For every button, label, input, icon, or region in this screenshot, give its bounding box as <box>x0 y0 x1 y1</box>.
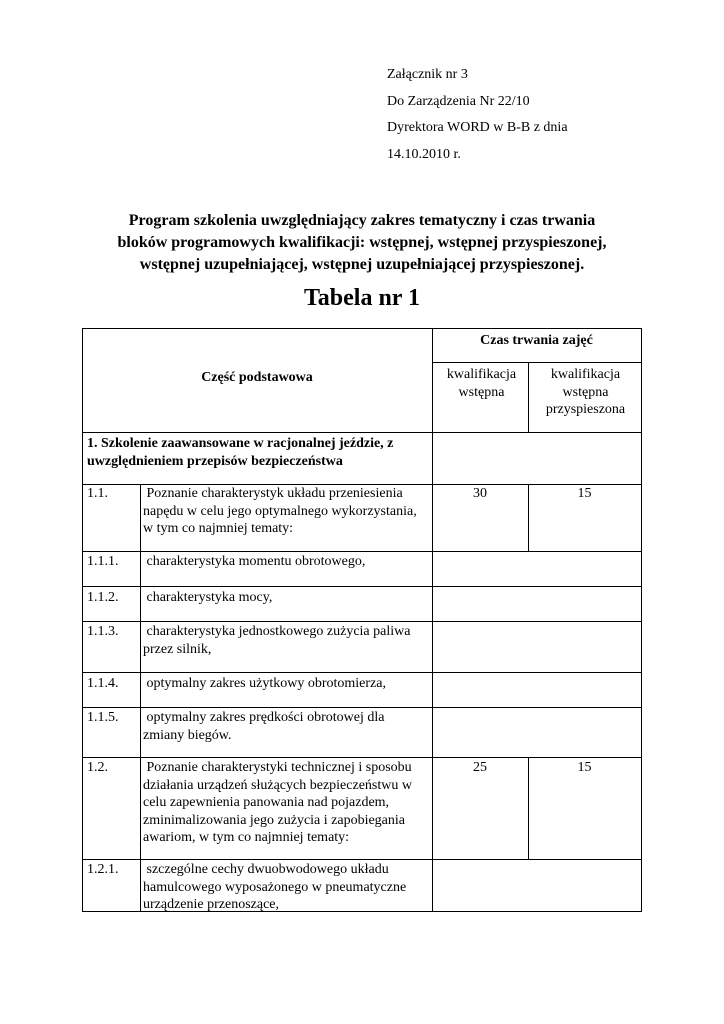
row-description: optymalny zakres użytkowy obrotomierza, <box>143 676 386 691</box>
row-number: 1.2.1. <box>87 862 119 877</box>
row-number: 1.1. <box>87 486 108 501</box>
row-description: charakterystyka momentu obrotowego, <box>143 554 366 569</box>
document-date: 14.10.2010 r. <box>387 146 461 162</box>
column-accelerated-header: kwalifikacja wstępna przyspieszona <box>545 367 626 417</box>
title-line-2: bloków programowych kwalifikacji: wstępnej, wstępnej przyspieszonej, <box>117 234 607 251</box>
row-accelerated-hours: 15 <box>577 760 592 775</box>
section-heading: 1. Szkolenie zaawansowane w racjonalnej jeździe, z uwzględnieniem przepisów bezpieczeństwa <box>87 436 394 469</box>
row-number: 1.1.5. <box>87 710 119 725</box>
row-initial-hours: 30 <box>473 486 487 501</box>
row-number: 1.1.3. <box>87 624 119 639</box>
row-description: charakterystyka mocy, <box>143 590 273 605</box>
director-reference: Dyrektora WORD w B-B z dnia <box>387 120 568 135</box>
duration-header: Czas trwania zajęć <box>480 333 593 348</box>
title-line-3: wstępnej uzupełniającej, wstępnej uzupełniającej przyspieszonej. <box>139 256 585 273</box>
column-initial-header: kwalifikacja wstępna <box>446 367 517 400</box>
row-number: 1.1.1. <box>87 554 119 569</box>
row-description: Poznanie charakterystyki technicznej i sposobu działania urządzeń służących bezpieczeństwu w celu zapewnienia panowania nad pojazdem, zminimalizowania jego zużycia i zapobiegania awariom, w tym co najmniej tematy: <box>143 760 416 845</box>
row-number: 1.1.4. <box>87 676 119 691</box>
title-line-1: Program szkolenia uwzględniający zakres tematyczny i czas trwania <box>128 212 596 229</box>
row-number: 1.1.2. <box>87 590 119 605</box>
row-description: charakterystyka jednostkowego zużycia paliwa przez silnik, <box>143 624 414 657</box>
row-number: 1.2. <box>87 760 108 775</box>
row-description: optymalny zakres prędkości obrotowej dla zmiany biegów. <box>143 710 388 743</box>
row-description: szczególne cechy dwuobwodowego układu hamulcowego wyposażonego w pneumatyczne urządzenie przenoszące, <box>143 862 410 912</box>
row-description: Poznanie charakterystyk układu przeniesienia napędu w celu jego optymalnego wykorzystania, w tym co najmniej tematy: <box>143 486 421 536</box>
table-title: Tabela nr 1 <box>303 285 421 311</box>
row-accelerated-hours: 15 <box>577 486 592 501</box>
row-initial-hours: 25 <box>473 760 487 775</box>
regulation-reference: Do Zarządzenia Nr 22/10 <box>387 93 530 109</box>
attachment-number: Załącznik nr 3 <box>387 67 468 82</box>
part-label: Część podstawowa <box>201 370 313 385</box>
